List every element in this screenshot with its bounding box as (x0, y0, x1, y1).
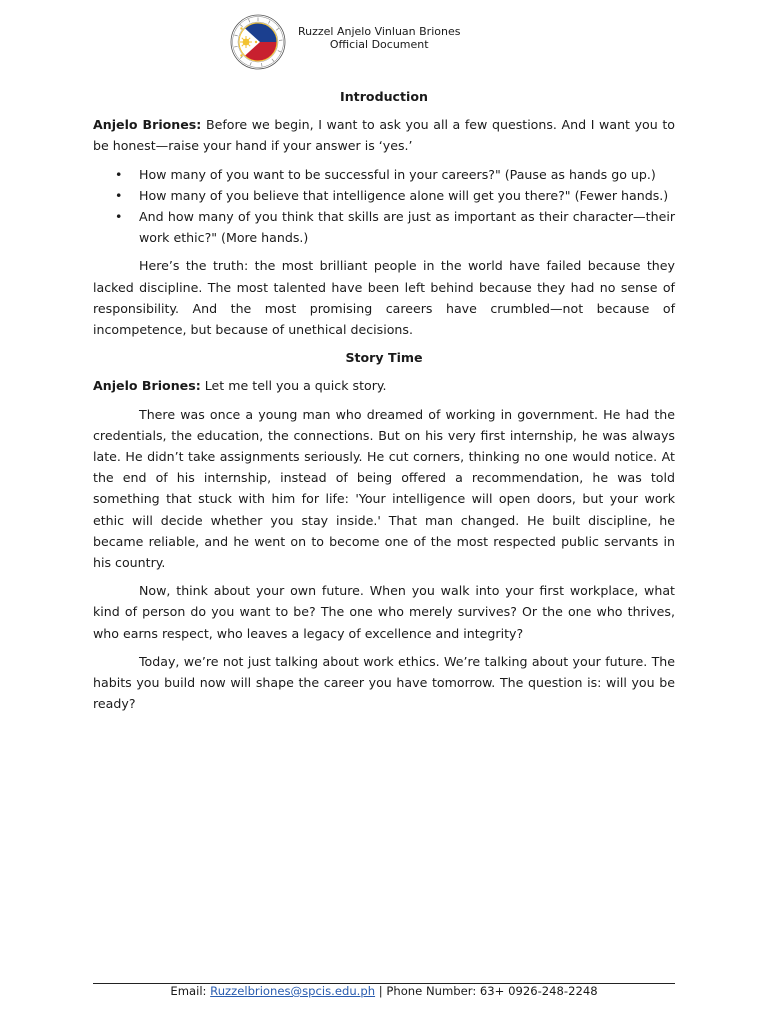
letterhead-text (298, 25, 460, 51)
introduction-opening (93, 114, 675, 156)
story-time-heading: Story Time (345, 350, 423, 366)
speaker-label: Anjelo Briones: (93, 117, 202, 133)
email-label: Email: (170, 984, 211, 998)
story-paragraph: There was once a young man who dreamed of working in government. He had the credentials, the education, the connections. But on his very first internship, he was always late. He didn’t take assignments seriously. He cut corners, thinking no one would notice. At the end of his internship, instead of being offered a recommendation, he was told something that stuck with him for life: 'Your intelligence will open doors, but your work ethic will decide whether you stay inside.' That man changed. He built discipline, he became reliable, and he went on to become one of the most respected public servants in his country. (93, 406, 675, 571)
letterhead (230, 14, 460, 70)
question-list (93, 164, 675, 249)
list-item (115, 164, 675, 185)
document-subtitle: Official Document (329, 38, 429, 51)
list-item (115, 206, 675, 248)
future-paragraph: Now, think about your own future. When you walk into your first workplace, what kind of person do you want to be? The one who merely survives? Or the one who thrives, who earns respect, who leaves a legacy of excellence and integrity? (93, 583, 675, 641)
bullet-icon: • (115, 209, 123, 225)
list-item-text: How many of you want to be successful in your careers?" (Pause as hands go up.) (139, 166, 656, 182)
speaker-label: Anjelo Briones: (93, 378, 201, 394)
bullet-icon: • (115, 166, 123, 182)
introduction-heading: Introduction (340, 89, 428, 104)
story-opening (93, 375, 675, 396)
truth-paragraph: Here’s the truth: the most brilliant people in the world have failed because they lacked discipline. The most talented have been left behind because they had no sense of responsibility. And the most promising careers have crumbled—not because of incompetence, but because of unethical decisions. (93, 258, 675, 338)
bullet-icon: • (115, 187, 123, 203)
opening-text: Let me tell you a quick story. (200, 378, 387, 394)
email-link[interactable]: Ruzzelbriones@spcis.edu.ph (210, 984, 376, 998)
phone-label: Phone Number: (386, 984, 480, 998)
footer-separator: | (375, 984, 387, 998)
list-item (115, 185, 675, 206)
document-body (93, 86, 675, 721)
phone-number: 63+ 0926-248-2248 (479, 984, 598, 998)
closing-paragraph: Today, we’re not just talking about work ethics. We’re talking about your future. The habits you build now will shape the career you have tomorrow. The question is: will you be ready? (93, 653, 675, 712)
list-item-text: And how many of you think that skills are just as important as their character—their work ethic?" (More hands.) (139, 209, 675, 246)
opening-text: Before we begin, I want to ask you all a few questions. And I want you to be honest—raise your hand if your answer is ‘yes.’ (93, 117, 675, 154)
footer-contact (93, 984, 675, 998)
government-seal-icon (230, 14, 286, 70)
list-item-text: How many of you believe that intelligence alone will get you there?" (Fewer hands.) (139, 187, 669, 203)
author-name: Ruzzel Anjelo Vinluan Briones (298, 25, 461, 38)
